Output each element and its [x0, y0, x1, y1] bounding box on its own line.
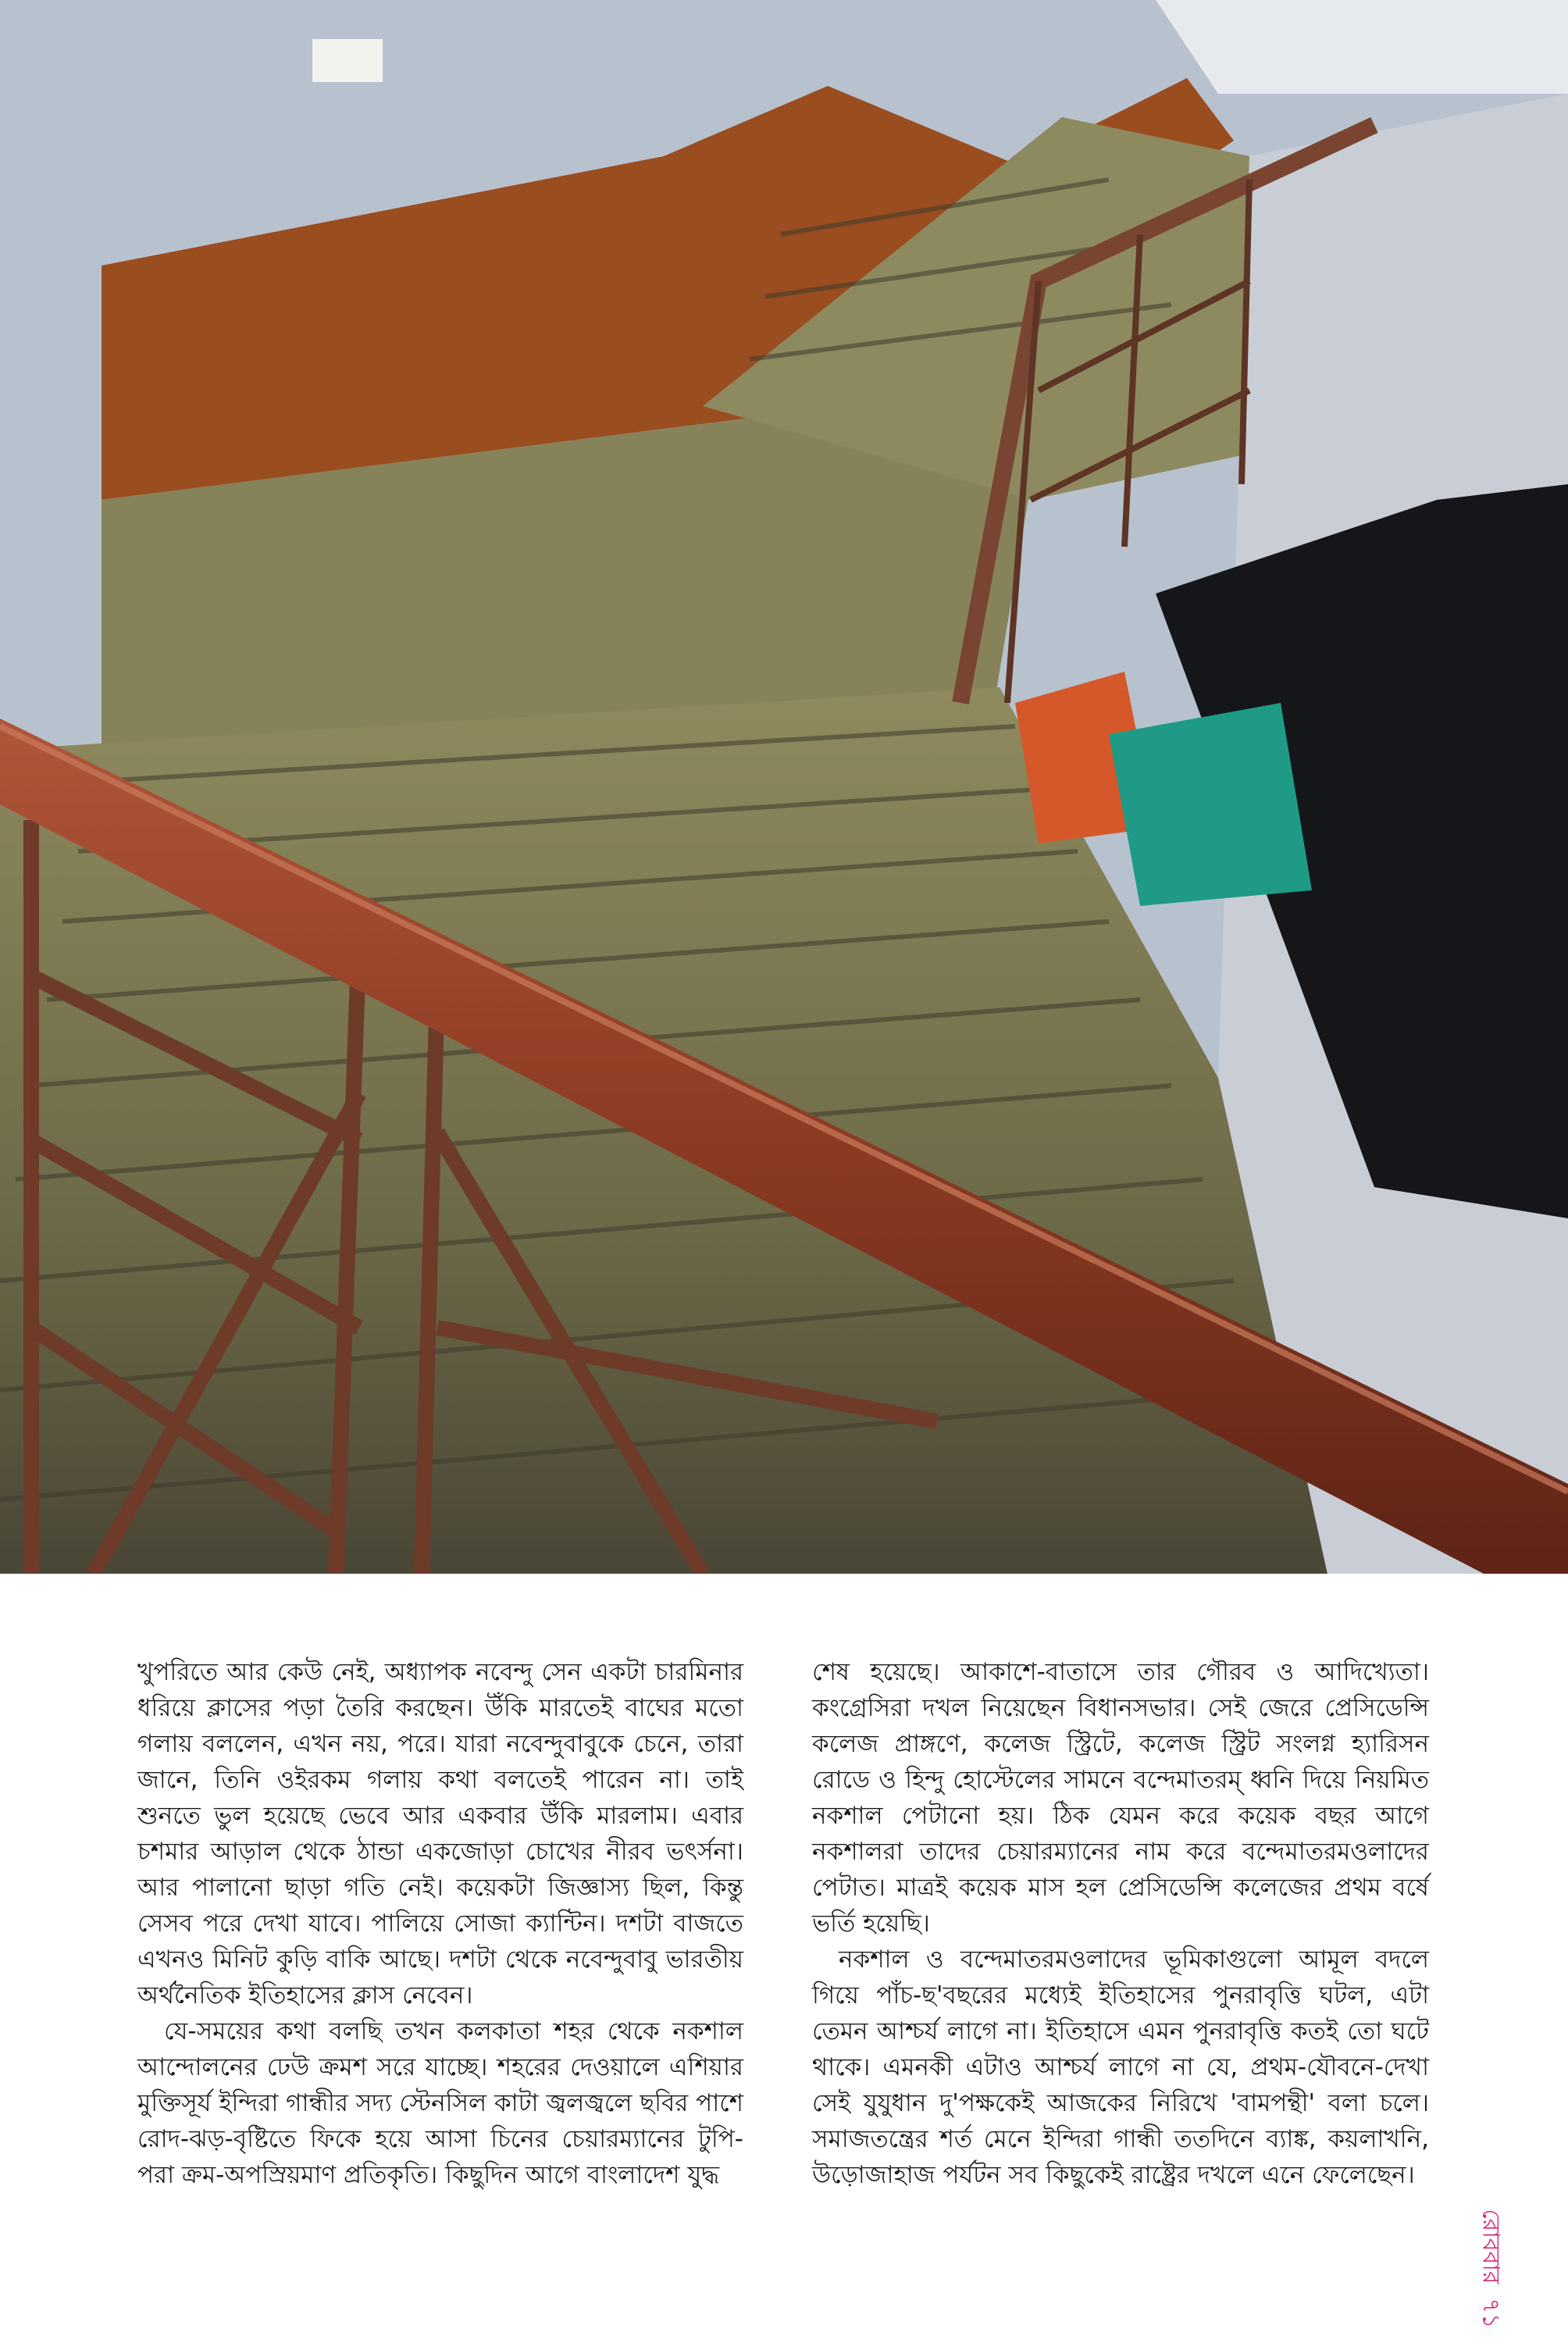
green-wall [1109, 703, 1312, 906]
page-folio [1474, 2209, 1506, 2329]
wall-notice [312, 39, 383, 82]
paragraph: যে-সময়ের কথা বলছি তখন কলকাতা শহর থেকে নকশাল আন্দোলনের ঢেউ ক্রমশ সরে যাচ্ছে। শহরের দেওয়ালে এশিয়ার মুক্তিসূর্য ইন্দিরা গান্ধীর সদ্য স্টেনসিল কাটা জ্বলজ্বলে ছবির পাশে রোদ-ঝড়-বৃষ্টিতে ফিকে হয়ে আসা চিনের চেয়ারম্যানের টুপি-পরা ক্রম-অপস্রিয়মাণ প্রতিকৃতি। কিছুদিন আগে বাংলাদেশ যুদ্ধ [137, 2017, 743, 2189]
magazine-name: রোববার [1477, 2209, 1505, 2284]
paragraph: খুপরিতে আর কেউ নেই, অধ্যাপক নবেন্দু সেন একটা চারমিনার ধরিয়ে ক্লাসের পড়া তৈরি করছেন। উঁকি মারতেই বাঘের মতো গলায় বললেন, এখন নয়, পরে। যারা নবেন্দুবাবুকে চেনে, তারা জানে, তিনি ওইরকম গলায় কথা বলতেই পারেন না। তাই শুনতে ভুল হয়েছে ভেবে আর একবার উঁকি মারলাম। এবার চশমার আড়াল থেকে ঠান্ডা একজোড়া চোখের নীরব ভৎর্সনা। আর পালানো ছাড়া গতি নেই। কয়েকটা জিজ্ঞাস্য ছিল, কিন্তু সেসব পরে দেখা যাবে। পালিয়ে সোজা ক্যান্টিন। দশটা বাজতে এখনও মিনিট কুড়ি বাকি আছে। দশটা থেকে নবেন্দুবাবু ভারতীয় অর্থনৈতিক ইতিহাসের ক্লাস নেবেন। [137, 1658, 743, 2009]
paragraph: শেষ হয়েছে। আকাশে-বাতাসে তার গৌরব ও আদিখ্যেতা। কংগ্রেসিরা দখল নিয়েছেন বিধানসভার। সেই জেরে প্রেসিডেন্সি কলেজ প্রাঙ্গণে, কলেজ স্ট্রিটে, কলেজ স্ট্রিট সংলগ্ন হ্যারিসন রোডে ও হিন্দু হোস্টেলের সামনে বন্দেমাতরম্ ধ্বনি দিয়ে নিয়মিত নকশাল পেটানো হয়। ঠিক যেমন করে কয়েক বছর আগে নকশালরা তাদের চেয়ারম্যানের নাম করে বন্দেমাতরমওলাদের পেটাত। মাত্রই কয়েক মাস হল প্রেসিডেন্সি কলেজের প্রথম বর্ষে ভর্তি হয়েছি। [812, 1658, 1429, 1938]
text-column-left [137, 1654, 743, 2193]
text-column-right [812, 1654, 1429, 2193]
paragraph: নকশাল ও বন্দেমাতরমওলাদের ভূমিকাগুলো আমূল বদলে গিয়ে পাঁচ-ছ'বছরের মধ্যেই ইতিহাসের পুনরাবৃত্তি ঘটল, এটা তেমন আশ্চর্য লাগে না। ইতিহাসে এমন পুনরাবৃত্তি কতই তো ঘটে থাকে। এমনকী এটাও আশ্চর্য লাগে না যে, প্রথম-যৌবনে-দেখা সেই যুযুধান দু'পক্ষকেই আজকের নিরিখে 'বামপন্থী' বলা চলে। সমাজতন্ত্রের শর্ত মেনে ইন্দিরা গান্ধী ততদিনে ব্যাঙ্ক, কয়লাখনি, উড়োজাহাজ পর্যটন সব কিছুকেই রাষ্ট্রের দখলে এনে ফেলেছেন। [812, 1945, 1429, 2189]
page-number: ৭১ [1477, 2298, 1505, 2329]
